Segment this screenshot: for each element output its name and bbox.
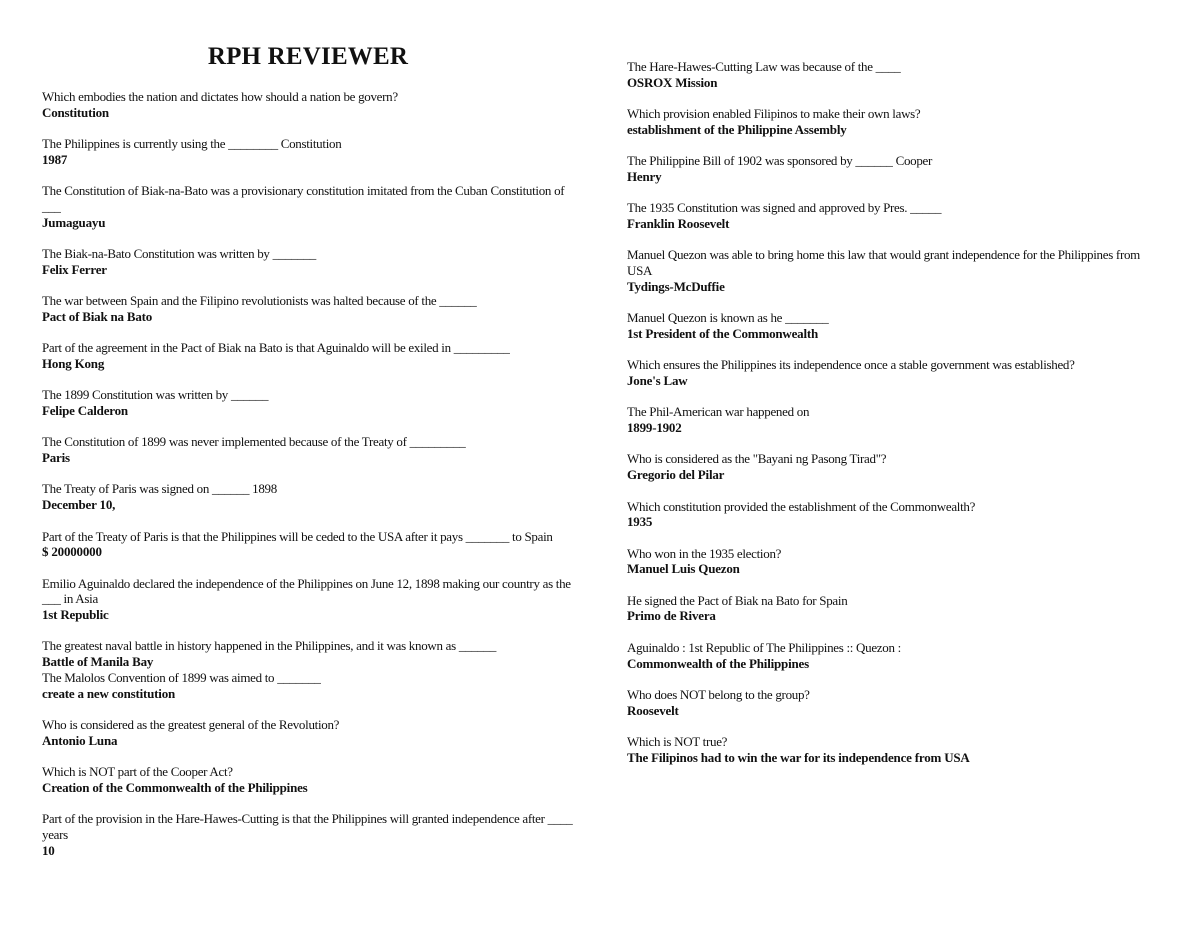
qa-item: [42, 340, 574, 371]
answer: Franklin Roosevelt: [627, 215, 730, 231]
question: The Malolos Convention of 1899 was aimed to _______: [42, 669, 321, 685]
question: The Philippine Bill of 1902 was sponsored by ______ Cooper: [627, 153, 933, 169]
answer: create a new constitution: [42, 685, 176, 701]
answer: Gregorio del Pilar: [627, 467, 725, 483]
qa-item: [627, 734, 1167, 765]
answer: Felix Ferrer: [42, 261, 107, 277]
qa-item: [42, 89, 574, 120]
qa-item: [627, 546, 1167, 577]
qa-item: [42, 764, 574, 795]
question: Who is considered as the "Bayani ng Pasong Tirad"?: [627, 451, 887, 467]
question: The Constitution of 1899 was never implemented because of the Treaty of _________: [42, 434, 466, 450]
question: Who won in the 1935 election?: [627, 545, 782, 561]
question: The Treaty of Paris was signed on ______ 1898: [42, 481, 277, 497]
answer: Henry: [627, 168, 662, 184]
qa-item: [627, 247, 1167, 294]
question: Emilio Aguinaldo declared the independence of the Philippines on June 12, 1898 making our country as the ___ in Asia: [42, 575, 571, 607]
qa-item: [42, 811, 574, 858]
left-column: [42, 0, 574, 874]
question: The Biak-na-Bato Constitution was written by _______: [42, 245, 316, 261]
question: The Constitution of Biak-na-Bato was a provisionary constitution imitated from the Cuban Constitution of ___: [42, 183, 565, 214]
question: The 1935 Constitution was signed and approved by Pres. _____: [627, 200, 942, 216]
answer: 1935: [627, 514, 653, 530]
answer: Hong Kong: [42, 355, 105, 371]
question: Part of the provision in the Hare-Hawes-Cutting is that the Philippines will granted independence after ____ years: [42, 811, 573, 842]
question: The Hare-Hawes-Cutting Law was because of the ____: [627, 59, 901, 74]
answer: Felipe Calderon: [42, 402, 128, 418]
right-column: [627, 0, 1167, 781]
answer: 1987: [42, 151, 68, 167]
question: Who is considered as the greatest general of the Revolution?: [42, 716, 340, 732]
answer: Manuel Luis Quezon: [627, 561, 740, 577]
answer: 1st Republic: [42, 607, 109, 623]
answer: establishment of the Philippine Assembly: [627, 121, 847, 137]
answer: Pact of Biak na Bato: [42, 308, 153, 324]
answer: Jumaguayu: [42, 214, 106, 230]
question: Manuel Quezon was able to bring home this law that would grant independence for the Philippines from USA: [627, 247, 1140, 279]
qa-item: [42, 246, 574, 277]
answer: Commonwealth of the Philippines: [627, 655, 809, 671]
qa-item: [627, 200, 1167, 231]
question: Which ensures the Philippines its independence once a stable government was established?: [627, 357, 1075, 373]
qa-item: [627, 499, 1167, 530]
question: Part of the agreement in the Pact of Biak na Bato is that Aguinaldo will be exiled in _________: [42, 340, 510, 356]
answer: Constitution: [42, 104, 109, 120]
qa-item: [627, 687, 1167, 718]
question: Manuel Quezon is known as he _______: [627, 310, 829, 326]
qa-item: [42, 434, 574, 465]
qa-item: [42, 529, 574, 560]
page-title: RPH REVIEWER: [207, 43, 409, 70]
qa-item: [42, 481, 574, 512]
qa-item: [42, 387, 574, 418]
qa-item: [627, 106, 1167, 137]
answer: OSROX Mission: [627, 74, 718, 90]
question: Which embodies the nation and dictates how should a nation be govern?: [42, 89, 398, 104]
question: He signed the Pact of Biak na Bato for Spain: [627, 592, 848, 608]
question: Aguinaldo : 1st Republic of The Philippines :: Quezon :: [627, 639, 901, 655]
answer: Battle of Manila Bay: [42, 654, 154, 670]
answer: Creation of the Commonwealth of the Philippines: [42, 779, 308, 795]
answer: 1899-1902: [627, 420, 682, 436]
answer: Antonio Luna: [42, 732, 118, 748]
answer: Paris: [42, 450, 70, 466]
qa-item: [42, 293, 574, 324]
question: Which constitution provided the establishment of the Commonwealth?: [627, 498, 976, 514]
question: Which is NOT true?: [627, 734, 728, 750]
qa-item: [42, 670, 574, 701]
qa-item: [627, 451, 1167, 482]
question: The Phil-American war happened on: [627, 404, 810, 420]
question: The greatest naval battle in history happened in the Philippines, and it was known as ______: [42, 638, 497, 654]
qa-item: [42, 136, 574, 167]
qa-item: [42, 183, 574, 230]
question: The 1899 Constitution was written by ______: [42, 387, 269, 403]
qa-item: [627, 357, 1167, 388]
question: Part of the Treaty of Paris is that the Philippines will be ceded to the USA after it pays _______ to Spain: [42, 528, 553, 544]
qa-item: [627, 310, 1167, 341]
question: Who does NOT belong to the group?: [627, 686, 810, 702]
question: Which is NOT part of the Cooper Act?: [42, 764, 233, 780]
question: The war between Spain and the Filipino revolutionists was halted because of the ______: [42, 293, 477, 309]
qa-item: [627, 640, 1167, 671]
answer: Jone's Law: [627, 372, 688, 388]
question: Which provision enabled Filipinos to make their own laws?: [627, 106, 921, 122]
qa-item: [627, 59, 1167, 90]
qa-item: [627, 404, 1167, 435]
question: The Philippines is currently using the ________ Constitution: [42, 136, 342, 152]
qa-item: [42, 717, 574, 748]
qa-item: [627, 153, 1167, 184]
answer: Primo de Rivera: [627, 608, 716, 624]
answer: 10: [42, 842, 55, 858]
answer: 1st President of the Commonwealth: [627, 325, 819, 341]
answer: December 10,: [42, 497, 116, 513]
answer: Roosevelt: [627, 702, 679, 718]
answer: $ 20000000: [42, 544, 102, 560]
answer: The Filipinos had to win the war for its independence from USA: [627, 749, 970, 765]
answer: Tydings-McDuffie: [627, 278, 725, 294]
qa-item: [42, 638, 574, 669]
qa-item: [627, 593, 1167, 624]
qa-item: [42, 576, 574, 623]
